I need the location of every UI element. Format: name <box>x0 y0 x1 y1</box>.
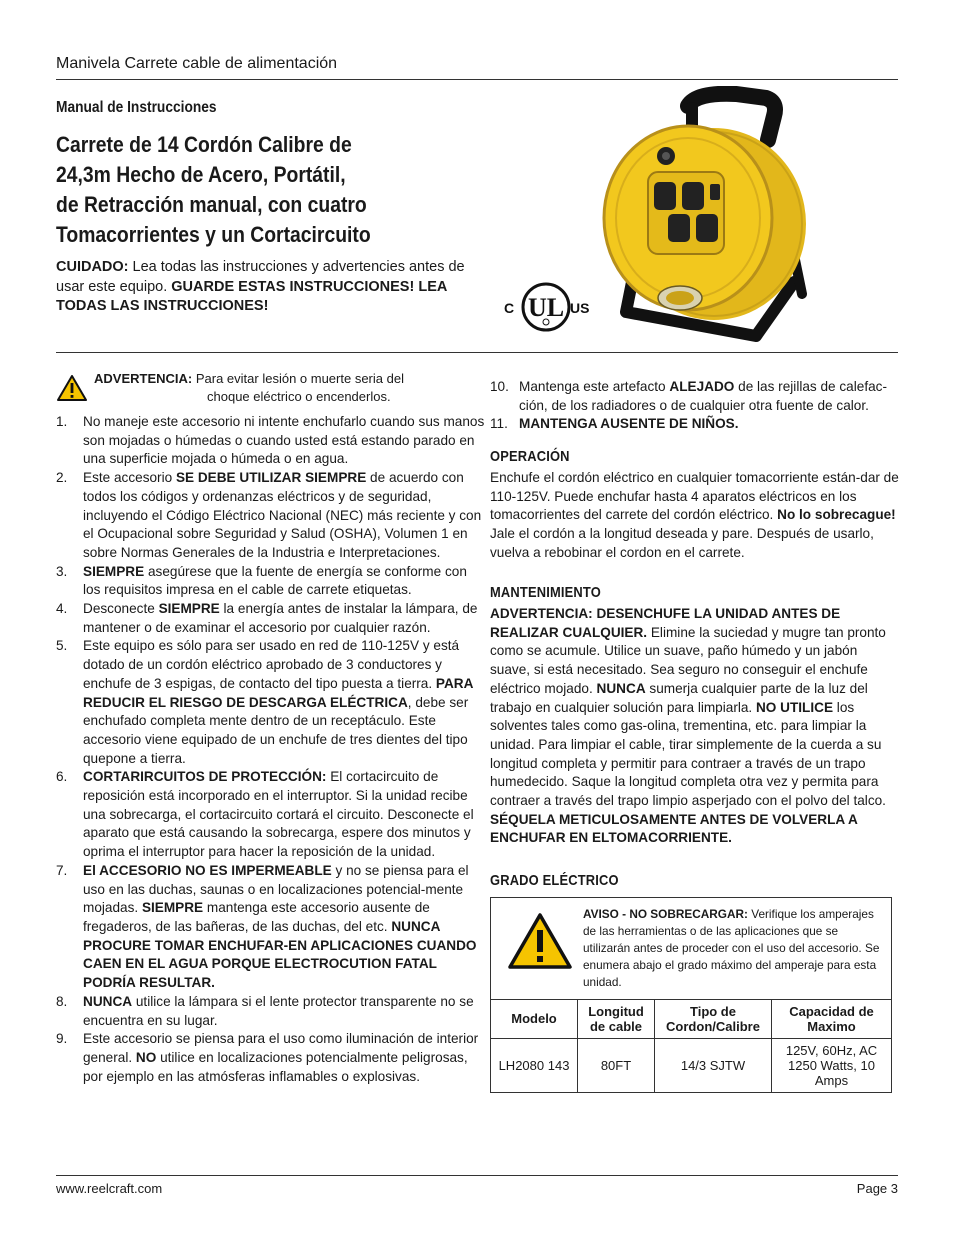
item-number: 11. <box>490 416 508 432</box>
item-number: 7. <box>56 862 68 878</box>
list-item <box>56 563 486 600</box>
list-item <box>56 413 486 469</box>
list-item <box>490 378 900 415</box>
text-run: de acuerdo con todos los códigos y ordenanzas eléctricos y de seguridad, incluyendo el Código Eléctrico Nacional (NEC) más reciente y con el Ocupacional sobre Seguridad y Salud (OSHA), Volumen 1 en sobre Normas Generales de la Industria e Interpretaciones. <box>83 470 482 560</box>
text-run: utilice en localizaciones potencialmente peligrosas, por ejemplo en las atmósferas inflamables o explosivas. <box>83 1049 468 1084</box>
aviso-text: Verifique los amperajes de las herramientas o de las aplicaciones que se utilizarán antes de proceder con el uso del accesorio. Se enumera abajo el grado máximo del amperaje para esta unidad. <box>583 906 880 989</box>
list-item <box>490 415 900 434</box>
text-run: El cortacircuito de reposición está incorporado en el interruptor. Si la unidad recibe una sobrecarga, el cortacircuito cortará el circuito. Desconecte el aparato que está causando la sobrecarga, espere dos minutos y oprima el interruptor para hacer la reposición de la unidad. <box>83 769 474 860</box>
text-run: los solventes tales como gas-olina, trementina, etc. para limpiar la unidad. Para limpiar el cable, tirar simplemente de la cuerda a su longitud completa y permitir para contraer a través de un trapo humedecido. Saque la longitud completa otra vez y permita para contraer a través del trapo limpio asperjado con el polvo del talco. <box>490 699 886 809</box>
text-run: PARA REDUCIR EL RIESGO DE DESCARGA ELÉCTRICA <box>83 675 473 710</box>
text-run: CORTARIRCUITOS DE PROTECCIÓN: <box>83 769 327 785</box>
rating-table <box>491 1000 891 1092</box>
text-run: Este accesorio se piensa para el uso como iluminación de interior general. <box>83 1031 479 1065</box>
text-run: NO <box>135 1049 157 1065</box>
text-run: NUNCA PROCURE TOMAR ENCHUFAR-EN APLICACIONES CUANDO CAEN EN EL AGUA PORQUE ELECTROCUTION FATAL PODRÍA RESULTAR. <box>83 918 477 991</box>
operacion-body <box>490 469 900 563</box>
column-header-tipo: Tipo de Cordon/Calibre <box>655 1000 772 1039</box>
caution-text: Lea todas las instrucciones y advertencies antes de usar este equipo. <box>56 259 465 295</box>
electric-shock-warning <box>56 370 486 406</box>
text-run: NO UTILICE <box>755 699 834 715</box>
column-header-capacidad: Capacidad de Maximo <box>772 1000 892 1039</box>
text-run: y no se piensa para el uso en las duchas, saunas o en localizaciones potencial-mente mojadas. <box>83 862 469 916</box>
header-title: Manivela Carrete cable de alimentación <box>56 55 338 72</box>
manual-label: Manual de Instrucciones <box>56 99 217 116</box>
item-number: 9. <box>56 1031 68 1047</box>
text-run: NUNCA <box>83 993 133 1009</box>
warning-triangle-icon <box>507 912 573 970</box>
list-item <box>56 600 486 637</box>
text-run: Mantenga este artefacto <box>519 379 670 394</box>
overload-notice <box>491 898 891 1000</box>
text-run: sumerja cualquier parte de la luz del trabajo en cualquier solución para limpiarla. <box>490 680 868 715</box>
text-run: SE DEBE UTILIZAR SIEMPRE <box>175 470 367 486</box>
cell-tipo: 14/3 SJTW <box>655 1038 772 1092</box>
column-header-longitud: Longitud de cable <box>578 1000 655 1039</box>
item-number: 1. <box>56 414 68 429</box>
grado-heading: GRADO ELÉCTRICO <box>490 872 619 890</box>
item-number: 10. <box>490 379 509 394</box>
warning-text-line2: choque eléctrico o encenderlos. <box>207 389 391 404</box>
text-run: Elimine la suciedad y mugre tan pronto como se acumule. Utilice un suave, paño húmedo y un jabón suave, si está necesitado. Sea seguro no conseguir el enchufe eléctrico mojado. <box>490 624 886 696</box>
warning-triangle-icon <box>56 374 88 402</box>
aviso-label: AVISO - NO SOBRECARGAR: <box>583 906 748 921</box>
text-run: la energía antes de instalar la lámpara, de mantener o de examinar el accesorio por cualquier razón. <box>83 601 478 635</box>
text-run: SÉQUELA METICULOSAMENTE ANTES DE VOLVERLA A ENCHUFAR EN ELTOMACORRIENTE. <box>490 811 858 846</box>
text-run: MANTENGA AUSENTE DE NIÑOS. <box>519 416 739 432</box>
text-run: ALEJADO <box>669 379 735 394</box>
text-run: Enchufe el cordón eléctrico en cualquier tomacorriente están-dar de 110-125V. Puede enchufar hasta 4 aparatos eléctricos en los tomacorrientes del carrete del cordón eléctrico. <box>490 469 899 523</box>
text-run: de las rejillas de calefac-ción, de los radiadores o de cualquier otra fuente de calor. <box>519 379 887 413</box>
table-row <box>491 1038 891 1092</box>
text-run: SIEMPRE <box>83 563 145 579</box>
warning-label: ADVERTENCIA: <box>94 371 193 386</box>
text-run: , debe ser enchufado completa mente dentro de un receptáculo. Este accesorio viene equipado de un enchufe de tres dientes del tipo quepone a tierra. <box>83 694 469 766</box>
item-number: 6. <box>56 769 68 785</box>
text-run: mantenga este accesorio ausente de fregaderos, de las bañeras, de las duchas, del etc. <box>83 900 430 934</box>
item-number: 5. <box>56 638 68 654</box>
cell-longitud: 80FT <box>578 1038 655 1092</box>
item-number: 3. <box>56 563 68 579</box>
header-rule <box>56 79 898 80</box>
text-run: Desconecte <box>83 601 159 617</box>
text-run: Este equipo es sólo para ser usado en red de 110-125V y está dotado de un cordón eléctrico aprobado de 3 conductores y enchufe de 3 espigas, de contacto del tipo puesta a tierra. <box>83 638 460 691</box>
list-item <box>56 469 486 563</box>
ul-center-text: UL <box>527 293 565 322</box>
right-column <box>490 378 900 1093</box>
text-run: utilice la lámpara si el lente protector transparente no se encuentra en su lugar. <box>83 993 474 1028</box>
item-number: 4. <box>56 601 68 617</box>
ul-certification-logo <box>500 280 592 336</box>
text-run: NUNCA <box>596 680 646 696</box>
mantenimiento-body <box>490 605 900 848</box>
list-item <box>56 637 486 768</box>
text-run: Este accesorio <box>83 470 176 486</box>
text-run: El ACCESORIO NO ES IMPERMEABLE <box>83 862 332 878</box>
caution-notice <box>56 258 496 317</box>
ul-left-text: C <box>504 300 515 316</box>
cell-capacidad: 125V, 60Hz, AC 1250 Watts, 10 Amps <box>772 1038 892 1092</box>
mantenimiento-heading: MANTENIMIENTO <box>490 584 601 602</box>
item-number: 8. <box>56 993 68 1009</box>
caution-label: CUIDADO: <box>56 259 129 275</box>
electrical-rating-box <box>490 897 892 1093</box>
footer-rule <box>56 1175 898 1176</box>
warning-text-line1: Para evitar lesión o muerte seria del <box>195 371 404 386</box>
text-run: SIEMPRE <box>141 900 204 916</box>
table-header-row <box>491 1000 891 1039</box>
list-item <box>56 768 486 862</box>
text-run: SIEMPRE <box>158 601 220 617</box>
column-header-modelo: Modelo <box>491 1000 578 1039</box>
text-run: No maneje este accesorio ni intente enchufarlo cuando sus manos son mojadas o húmedas o cuando usted está estando parado en una superficie mojada o húmeda o en agua. <box>83 414 485 467</box>
list-item <box>56 862 486 993</box>
ul-right-text: US <box>570 300 590 316</box>
caution-bold: GUARDE ESTAS INSTRUCCIONES! LEA TODAS LAS INSTRUCCIONES! <box>56 278 447 314</box>
section-rule <box>56 352 898 353</box>
operacion-heading: OPERACIÓN <box>490 448 570 466</box>
cell-modelo: LH2080 143 <box>491 1038 578 1092</box>
text-run: Jale el cordón a la longitud deseada y pare. Después de usarlo, vuelva a rebobinar el cordon en el carrete. <box>490 525 874 560</box>
list-item <box>56 1030 486 1086</box>
safety-instruction-list <box>56 413 486 1086</box>
cord-reel-photo <box>596 86 818 348</box>
safety-instruction-list-continued <box>490 378 900 434</box>
main-title: Carrete de 14 Cordón Calibre de 24,3m Hecho de Acero, Portátil, de Retracción manual, con cuatro Tomacorrientes y un Cortacircuito <box>56 132 371 247</box>
text-run: asegúrese que la fuente de energía se conforme con los requisitos impresa en el cable de carrete etiquetas. <box>83 563 467 598</box>
left-column <box>56 370 486 1086</box>
footer-url: www.reelcraft.com <box>56 1181 163 1196</box>
text-run: No lo sobrecague! <box>777 507 896 523</box>
page-number: Page 3 <box>856 1181 898 1196</box>
list-item <box>56 993 486 1030</box>
text-run: ADVERTENCIA: DESENCHUFE LA UNIDAD ANTES DE REALIZAR CUALQUIER. <box>490 606 841 640</box>
item-number: 2. <box>56 470 68 486</box>
